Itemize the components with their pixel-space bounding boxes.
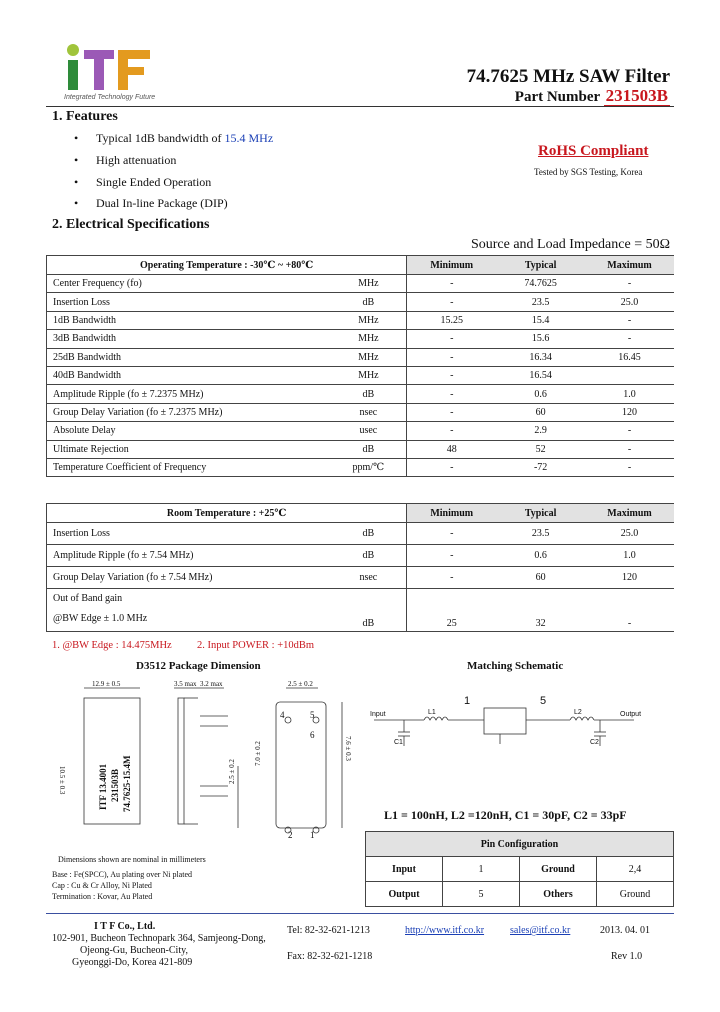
logo [62, 40, 172, 104]
param-cell: 40dB Bandwidth [47, 366, 331, 384]
param-cell: Insertion Loss [47, 293, 331, 311]
value-cell: dB [330, 523, 406, 545]
svg-text:2.5 ± 0.2: 2.5 ± 0.2 [288, 680, 313, 688]
svg-text:7.0 ± 0.2: 7.0 ± 0.2 [254, 741, 262, 766]
svg-text:Output: Output [620, 711, 642, 718]
param-cell: Absolute Delay [47, 422, 331, 440]
value-cell: 48 [407, 440, 496, 458]
value-cell [585, 366, 674, 384]
value-cell: dB [330, 293, 406, 311]
param-cell: Group Delay Variation (fo ± 7.2375 MHz) [47, 403, 331, 421]
page-title: 74.7625 MHz SAW Filter [466, 66, 670, 87]
value-cell: - [585, 330, 674, 348]
value-cell: dB [330, 440, 406, 458]
value-cell: 16.54 [496, 366, 585, 384]
value-cell: 16.45 [585, 348, 674, 366]
svg-text:12.9 ± 0.5: 12.9 ± 0.5 [92, 680, 121, 688]
spec-table-operating: Operating Temperature : -30℃ ~ +80℃ Minimum Typical Maximum Center Frequency (fo) MHz - 74.7625 - Insertion Loss dB - 23.5 25.0 1dB Bandwidth MHz 15.25 15.4 - 3dB Bandwidth MHz - 15.6 - 25dB Bandwidth MHz - 16.34 16.45 40dB Bandwidth MHz - 16.54 Amplitude Ripple (fo ± 7.2375 MHz) dB - 0.6 1.0 Group Delay Variation (fo ± 7.2375 MHz) nsec - 60 120 Absolute Delay usec - 2.9 - Ultimate Rejection dB 48 52 - Temperature Coefficient of Frequency ppm/℃ - -72 - [46, 255, 674, 477]
value-cell: - [585, 440, 674, 458]
value-cell: 120 [585, 403, 674, 421]
value-cell: - [407, 422, 496, 440]
svg-text:74.7625-15.4M: 74.7625-15.4M [122, 755, 132, 812]
svg-text:2.5 ± 0.2: 2.5 ± 0.2 [228, 759, 236, 784]
part-number-label: Part Number [514, 89, 600, 105]
footer-address-2: Ojeong-Gu, Bucheon-City, [80, 945, 188, 956]
param-cell: 25dB Bandwidth [47, 348, 331, 366]
value-cell: 1.0 [585, 545, 674, 567]
svg-text:C2: C2 [590, 739, 599, 746]
table-row [47, 348, 675, 366]
material-termination: Termination : Kovar, Au Plated [52, 892, 153, 901]
footer-email-link[interactable]: sales@itf.co.kr [510, 925, 571, 936]
svg-text:1: 1 [464, 695, 471, 707]
footer-revision: Rev 1.0 [611, 951, 643, 962]
value-cell: 25.0 [585, 523, 674, 545]
pin-config-title: Pin Configuration [366, 832, 674, 857]
table-row [47, 385, 675, 403]
table-row [47, 458, 675, 476]
value-cell: dB [330, 385, 406, 403]
matching-schematic [364, 692, 676, 762]
value-cell: - [407, 348, 496, 366]
value-cell: - [585, 311, 674, 329]
footer-address-3: Gyeonggi-Do, Korea 421-809 [72, 957, 193, 968]
svg-text:5: 5 [540, 695, 547, 707]
value-cell: 52 [496, 440, 585, 458]
note-input-power: 2. Input POWER : +10dBm [197, 640, 315, 651]
value-cell: - [407, 293, 496, 311]
table-row: Out of Band gain @BW Edge ± 1.0 MHz dB 25 32 - [47, 589, 675, 632]
table-row [47, 545, 675, 567]
value-cell: MHz [330, 348, 406, 366]
table-row [47, 366, 675, 384]
material-base: Base : Fe(SPCC), Au plating over Ni plated [52, 870, 192, 879]
value-cell: dB [330, 545, 406, 567]
param-cell: 1dB Bandwidth [47, 311, 331, 329]
value-cell: MHz [330, 275, 406, 293]
value-cell: nsec [330, 403, 406, 421]
pin-config-table [365, 831, 674, 907]
table-row [47, 440, 675, 458]
footer-address-1: 102-901, Bucheon Technopark 364, Samjeong-Dong, [52, 933, 266, 944]
part-number [515, 86, 670, 106]
footer-website-link[interactable]: http://www.itf.co.kr [405, 925, 485, 936]
value-cell: 25.0 [585, 293, 674, 311]
svg-text:1: 1 [310, 830, 315, 840]
value-cell: 23.5 [496, 523, 585, 545]
value-cell: 0.6 [496, 545, 585, 567]
rohs-tested-note: Tested by SGS Testing, Korea [534, 167, 643, 177]
param-cell: Amplitude Ripple (fo ± 7.54 MHz) [47, 545, 331, 567]
footer-company: I T F Co., Ltd. [94, 921, 156, 932]
table-row [47, 567, 675, 589]
value-cell: - [407, 567, 496, 589]
svg-text:10.5 ± 0.3: 10.5 ± 0.3 [58, 766, 66, 795]
part-number-value: 231503B [605, 86, 668, 105]
value-cell: 74.7625 [496, 275, 585, 293]
svg-text:7.6 ± 0.3: 7.6 ± 0.3 [344, 736, 352, 761]
table-row [47, 403, 675, 421]
value-cell: - [585, 422, 674, 440]
value-cell: - [407, 403, 496, 421]
value-cell: 23.5 [496, 293, 585, 311]
value-cell: nsec [330, 567, 406, 589]
value-cell: MHz [330, 330, 406, 348]
param-cell: Group Delay Variation (fo ± 7.54 MHz) [47, 567, 331, 589]
value-cell: usec [330, 422, 406, 440]
feature-item: • Single Ended Operation [74, 175, 212, 189]
value-cell: MHz [330, 311, 406, 329]
itf-logo-icon [62, 40, 162, 92]
features-heading: 1. Features [52, 109, 118, 124]
table-row [47, 523, 675, 545]
svg-text:3.5 max: 3.5 max [174, 680, 197, 688]
svg-text:4: 4 [280, 710, 285, 720]
value-cell: - [407, 275, 496, 293]
value-cell: 2.9 [496, 422, 585, 440]
value-cell: 15.6 [496, 330, 585, 348]
value-cell: 15.25 [407, 311, 496, 329]
param-cell: Insertion Loss [47, 523, 331, 545]
footer-tel: Tel: 82-32-621-1213 [287, 925, 370, 936]
value-cell: - [407, 523, 496, 545]
feature-item: • Dual In-line Package (DIP) [74, 196, 228, 210]
svg-text:C1: C1 [394, 739, 403, 746]
value-cell: 60 [496, 403, 585, 421]
material-cap: Cap : Cu & Cr Alloy, Ni Plated [52, 881, 152, 890]
table-row: Output 5 Others Ground [366, 882, 674, 907]
rohs-badge: RoHS Compliant [538, 143, 649, 159]
value-cell: 15.4 [496, 311, 585, 329]
footer-divider [46, 913, 674, 914]
table-row [47, 293, 675, 311]
value-cell: MHz [330, 366, 406, 384]
value-cell: - [585, 275, 674, 293]
svg-text:5: 5 [310, 710, 315, 720]
note-bw-edge: 1. @BW Edge : 14.475MHz [52, 640, 172, 651]
table-row: Input 1 Ground 2,4 [366, 857, 674, 882]
value-cell: 16.34 [496, 348, 585, 366]
value-cell: 120 [585, 567, 674, 589]
value-cell: - [407, 330, 496, 348]
logo-tagline: Integrated Technology Future [64, 94, 156, 101]
dimension-note: Dimensions shown are nominal in millimeters [58, 855, 206, 864]
svg-text:231503B: 231503B [110, 768, 120, 802]
svg-text:6: 6 [310, 730, 315, 740]
bandwidth-highlight: 15.4 MHz [224, 131, 274, 145]
matching-title: Matching Schematic [467, 660, 564, 672]
svg-text:3.2 max: 3.2 max [200, 680, 223, 688]
svg-text:L2: L2 [574, 709, 582, 716]
table-row [47, 275, 675, 293]
feature-item: • High attenuation [74, 153, 177, 167]
value-cell: ppm/℃ [330, 458, 406, 476]
value-cell: -72 [496, 458, 585, 476]
value-cell: 1.0 [585, 385, 674, 403]
table-row [47, 311, 675, 329]
value-cell: - [407, 366, 496, 384]
param-cell: 3dB Bandwidth [47, 330, 331, 348]
electrical-heading: 2. Electrical Specifications [52, 217, 210, 232]
param-cell: Temperature Coefficient of Frequency [47, 458, 331, 476]
footer-date: 2013. 04. 01 [600, 925, 650, 936]
table-row [47, 422, 675, 440]
impedance-note: Source and Load Impedance = 50Ω [470, 237, 670, 252]
value-cell: - [407, 545, 496, 567]
param-cell: Ultimate Rejection [47, 440, 331, 458]
value-cell: - [407, 385, 496, 403]
package-drawing [48, 676, 360, 852]
table-row [47, 330, 675, 348]
value-cell: 0.6 [496, 385, 585, 403]
svg-text:ITF 13.4001: ITF 13.4001 [98, 763, 108, 810]
footer-fax: Fax: 82-32-621-1218 [287, 951, 373, 962]
value-cell: - [407, 458, 496, 476]
svg-text:Input: Input [370, 711, 386, 718]
param-cell: Amplitude Ripple (fo ± 7.2375 MHz) [47, 385, 331, 403]
header-divider [46, 106, 674, 107]
feature-item: • Typical 1dB bandwidth of 15.4 MHz [74, 131, 274, 145]
param-cell: Center Frequency (fo) [47, 275, 331, 293]
package-title: D3512 Package Dimension [136, 660, 261, 672]
value-cell: - [585, 458, 674, 476]
value-cell: 60 [496, 567, 585, 589]
svg-text:2: 2 [288, 830, 293, 840]
spec-table-room: Room Temperature : +25℃ Minimum Typical Maximum Insertion Loss dB - 23.5 25.0 Amplitude Ripple (fo ± 7.54 MHz) dB - 0.6 1.0 Group Delay Variation (fo ± 7.54 MHz) nsec - 60 120 Out of Band gain @BW Edge ± 1.0 MHz dB 25 32 - [46, 503, 674, 632]
matching-values: L1 = 100nH, L2 =120nH, C1 = 30pF, C2 = 33pF [384, 808, 627, 822]
svg-text:L1: L1 [428, 709, 436, 716]
